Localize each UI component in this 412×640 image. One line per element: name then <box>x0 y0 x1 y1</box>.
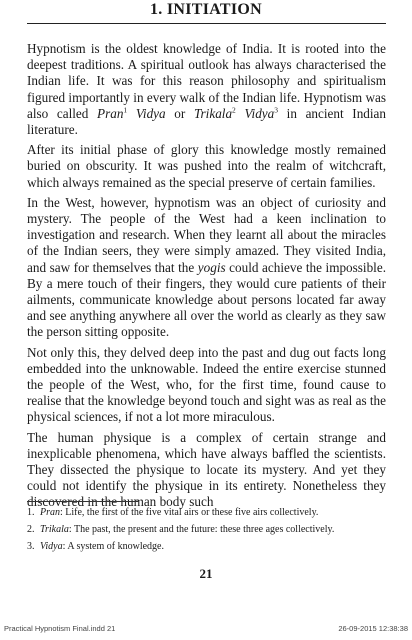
body-text <box>27 41 386 511</box>
footnote-item: 1. Pran: Life, the first of the five vital airs or these five airs collectively. <box>27 507 319 518</box>
print-filename: Practical Hypnotism Final.indd 21 <box>4 624 116 633</box>
paragraph: Not only this, they delved deep into the past and dug out facts long embedded into the unknowable. Indeed the entire exercise stunned the people of the West, who, for the first time, found cause to realise that the knowledge beyond touch and sight was as real as the physical sciences, if not a lot more miraculous. <box>27 344 386 425</box>
paragraph: In the West, however, hypnotism was an object of curiosity and mystery. The people of the West had a keen inclination to investigation and research. When they learnt all about the miracles of the Indian seers, they were simply amazed. They visited India, and saw for themselves that the yogis could achieve the impossible. By a mere touch of their fingers, they would cure patients of their ailments, communicate knowledge about persons located far away and see anything anywhere all over the world as clearly as they saw the person sitting opposite. <box>27 194 386 340</box>
footnote-item: 3. Vidya: A system of knowledge. <box>27 541 164 552</box>
chapter-title: 1. INITIATION <box>149 1 263 18</box>
print-datetime: 26-09-2015 12:38:38 <box>338 624 408 633</box>
paragraph: The human physique is a complex of certain strange and inexplicable phenomena, which have always baffled the scientists. They dissected the physique to locate its mystery. And yet they could not identify the physique in its entirety. Nonetheless they discovered in the human body such <box>27 429 386 510</box>
footnotes <box>27 506 386 557</box>
footnote-ref: 1 <box>123 105 128 115</box>
term-pran: Pran <box>97 105 124 121</box>
title-underline <box>27 23 386 24</box>
footnote-ref: 2 <box>232 105 236 115</box>
page-number: 21 <box>199 566 213 581</box>
term-yogis: yogis <box>197 259 226 275</box>
footnote-ref: 3 <box>274 105 278 115</box>
paragraph: Hypnotism is the oldest knowledge of India. It is rooted into the deepest traditions. A spiritual outlook has always characterised the Indian life. It was for this reason philosophy and spiritualism figured importantly in every walk of the Indian life. Hypnotism was also called Pran$^1$ Vidya or Trikala$^2$ Vidya$^3$ in ancient Indian literature. <box>27 41 387 138</box>
print-slug <box>4 624 408 636</box>
footnote-divider <box>27 501 139 502</box>
footnote-item: 2. Trikala: The past, the present and the future: these three ages collectively. <box>27 524 335 535</box>
paragraph: After its initial phase of glory this knowledge mostly remained buried on obscurity. It was pushed into the realm of witchcraft, which always remained as the special preserve of certain families. <box>27 142 386 190</box>
term-trikala: Trikala <box>193 105 233 121</box>
